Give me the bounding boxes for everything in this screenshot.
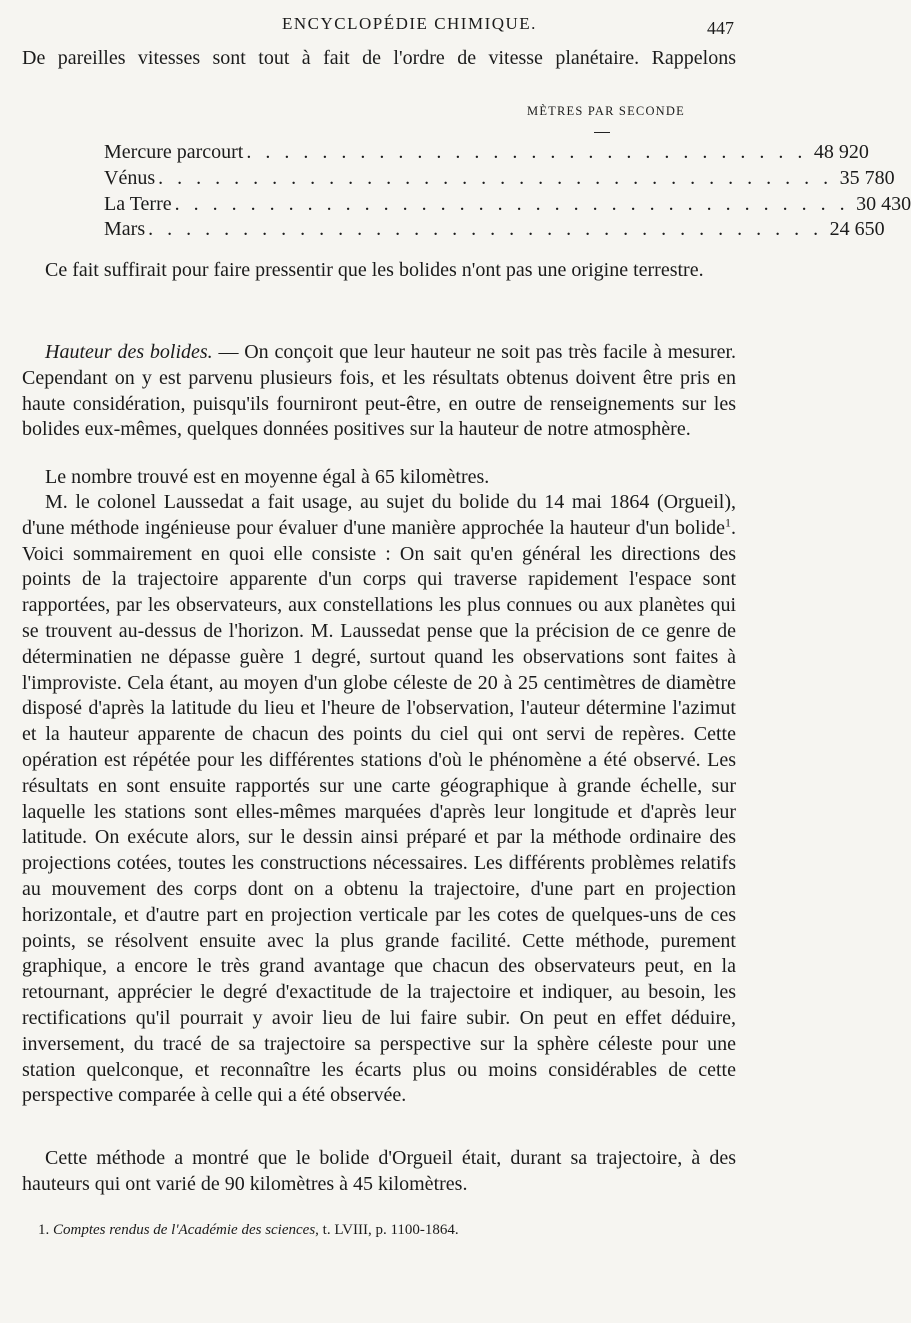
running-title: ENCYCLOPÉDIE CHIMIQUE. <box>282 14 537 33</box>
footnote-number: 1. <box>38 1222 50 1238</box>
page-header <box>0 14 800 44</box>
laussedat-text-rest: . Voici sommairement en quoi elle consiste : On sait qu'en général les directions des points de la trajectoire apparente d'un corps qui traverse rapidement l'espace sont rapportées, par les observateurs, aux constellations les plus connues ou aux planètes qui se trouvent au-dessus de l'horizon. M. Laussedat pense que la précision de ce genre de déterminatien ne dépasse guère 1 degré, surtout quand les observations sont faites à l'improviste. Cela étant, au moyen d'un globe céleste de 20 à 25 centimètres de diamètre disposé d'après la latitude du lieu et l'heure de l'observation, l'auteur détermine l'azimut et la hauteur apparente de chacun des points du ciel qui ont servi de repères. Cette opération est répétée pour les différentes stations d'où le phénomène a été observé. Les résultats en sont ensuite rapportés sur une carte géographique à grande échelle, sur laquelle les stations sont elles-mêmes marquées d'après leur longitude et d'après leur latitude. On exécute alors, sur le dessin ainsi préparé et par la méthode ordinaire des projections cotées, toutes les constructions nécessaires. Les différents problèmes relatifs au mouvement des corps dont on a obtenu la trajectoire, d'une part en projection horizontale, et d'autre part en projection verticale par les cotes de quelques-uns de ces points, se résolvent ensuite avec la plus grande facilité. Cette méthode, purement graphique, a encore le très grand avantage que chacun des observateurs peut, en la retournant, apprécier le degré d'exactitude de la trajectoire et indiquer, au besoin, les rectifications qu'il pourrait y avoir lieu de lui faire subir. On peut en effet déduire, inversement, du tracé de sa trajectoire sa perspective sur la sphère céleste pour une station quelconque, et reconnaître les écarts plus ou moins considérables de cette perspective comparée à celle qui a été observée. <box>22 516 736 1107</box>
footnote-source: Comptes rendus de l'Académie des sciences <box>53 1222 316 1238</box>
conclusion-text: Ce fait suffirait pour faire pressentir que les bolides n'ont pas une origine terrestre. <box>45 259 704 281</box>
planet-name: Vénus <box>104 166 156 189</box>
planet-speed-table <box>104 140 911 243</box>
page-number: 447 <box>707 18 734 38</box>
footnote <box>38 1222 459 1239</box>
table-row <box>104 166 895 192</box>
result-paragraph <box>22 1146 736 1198</box>
table-row <box>104 217 885 243</box>
column-header-rule <box>594 132 610 133</box>
table-row <box>104 192 911 218</box>
planet-name: La Terre <box>104 192 172 215</box>
speed-value: 48 920 <box>813 141 869 163</box>
speed-value: 24 650 <box>829 218 885 241</box>
leader-dots: . . . . . . . . . . . . . . . . . . . . . . . . . . . . . . . . . . . . <box>148 218 823 241</box>
intro-paragraph <box>22 46 736 72</box>
footnote-marker: 1 <box>725 515 731 530</box>
planet-name: Mercure parcourt <box>104 141 244 163</box>
nombre-paragraph <box>22 465 736 491</box>
section-title: Hauteur des bolides. <box>45 341 213 363</box>
result-text: Cette méthode a montré que le bolide d'Orgueil était, durant sa trajectoire, à des hauteurs qui ont varié de 90 kilomètres à 45 kilomètres. <box>22 1147 736 1195</box>
table-row <box>104 140 869 166</box>
planet-name: Mars <box>104 218 146 241</box>
leader-dots: . . . . . . . . . . . . . . . . . . . . . . . . . . . . . . <box>246 141 807 163</box>
leader-dots: . . . . . . . . . . . . . . . . . . . . . . . . . . . . . . . . . . . . <box>158 166 833 189</box>
conclusion-paragraph <box>22 258 736 284</box>
hauteur-paragraph <box>22 340 736 443</box>
leader-dots: . . . . . . . . . . . . . . . . . . . . . . . . . . . . . . . . . . . . <box>174 192 850 215</box>
laussedat-paragraph <box>22 490 736 1109</box>
speed-value: 35 780 <box>839 166 895 189</box>
footnote-rest: , t. LVIII, p. 1100-1864. <box>315 1222 459 1238</box>
nombre-text: Le nombre trouvé est en moyenne égal à 65 kilomètres. <box>45 466 490 488</box>
section-text: — On conçoit que leur hauteur ne soit pas très facile à mesurer. Cependant on y est parvenu plusieurs fois, et les résultats obtenus doivent être pris en haute considération, puisqu'ils fourniront peut-être, en outre de renseignements sur les bolides eux-mêmes, quelques données positives sur la hauteur de notre atmosphère. <box>22 341 737 441</box>
speed-value: 30 430 <box>856 192 911 215</box>
laussedat-text-start: M. le colonel Laussedat a fait usage, au sujet du bolide du 14 mai 1864 (Orgueil), d'une méthode ingénieuse pour évaluer d'une manière approchée la hauteur d'un bolide <box>22 491 736 539</box>
table-column-header: MÈTRES PAR SECONDE <box>527 104 685 118</box>
intro-line: De pareilles vitesses sont tout à fait de l'ordre de vitesse planétaire. Rappelons <box>22 47 736 69</box>
